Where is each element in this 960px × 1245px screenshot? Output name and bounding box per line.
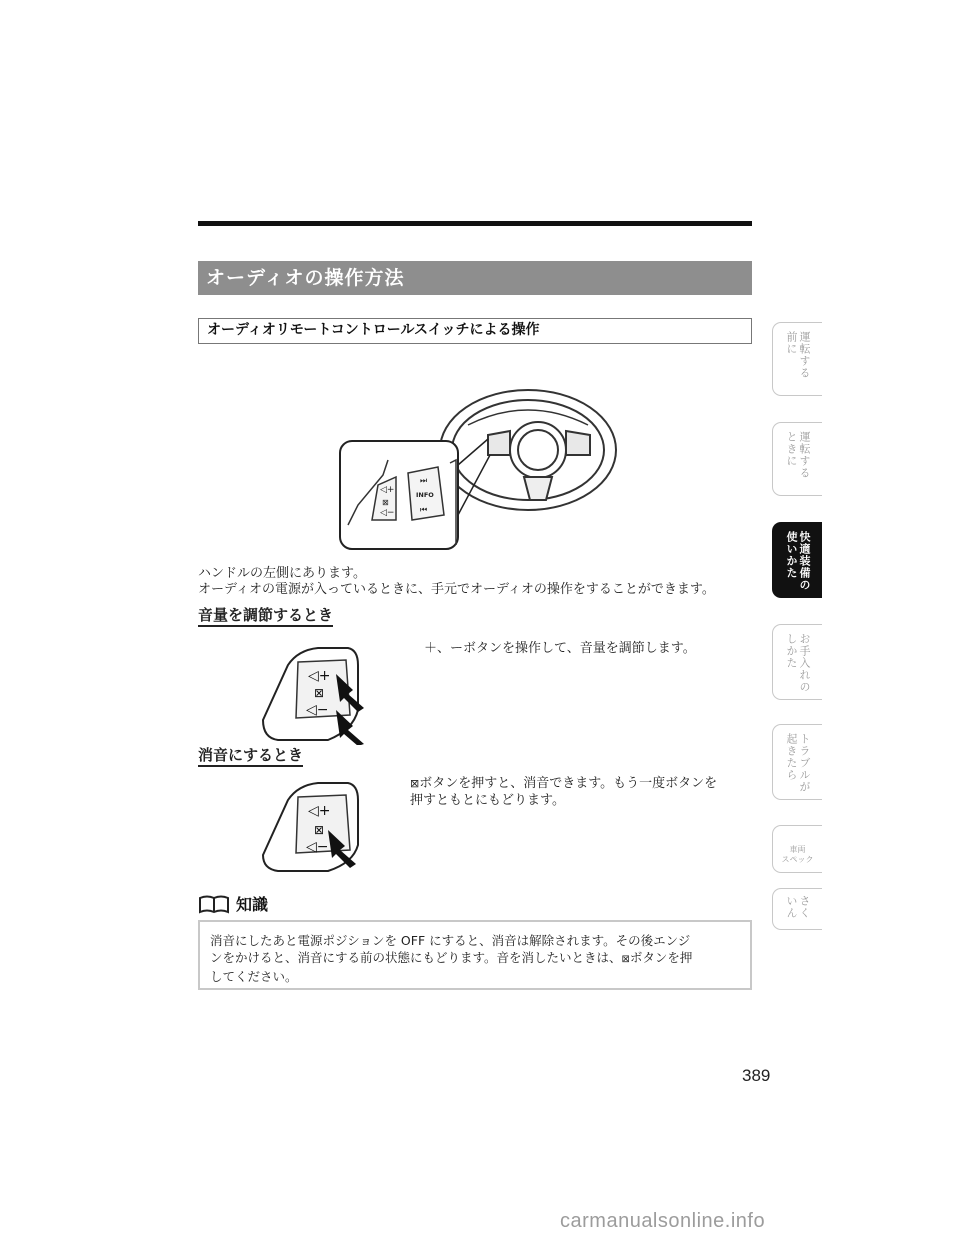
knowledge-line-1: 消音にしたあと電源ポジションを OFF にすると、消音は解除されます。その後エンジ <box>210 933 691 948</box>
mute-description-line-2: 押すともとにもどります。 <box>410 793 565 808</box>
tab-specs[interactable]: 車両 スペック <box>772 825 822 873</box>
section-title: オーディオの操作方法 <box>198 261 752 295</box>
svg-text:◁+: ◁+ <box>308 803 331 819</box>
svg-text:◁+: ◁+ <box>308 668 331 684</box>
knowledge-line-3: してください。 <box>210 969 298 984</box>
mute-icon: ⊠ <box>621 954 630 965</box>
tab-while-driving[interactable]: 運転する ときに <box>772 422 822 496</box>
watermark: carmanualsonline.info <box>560 1210 766 1232</box>
svg-text:◁−: ◁− <box>380 508 395 518</box>
tab-maintenance[interactable]: お手入れの しかた <box>772 624 822 700</box>
tab-trouble[interactable]: トラブルが 起きたら <box>772 724 822 800</box>
knowledge-box <box>198 920 752 990</box>
subsection-title: オーディオリモートコントロールスイッチによる操作 <box>198 318 752 344</box>
mute-icon: ⊠ <box>410 777 420 790</box>
knowledge-title: 知識 <box>236 895 269 914</box>
intro-line-2: オーディオの電源が入っているときに、手元でオーディオの操作をすることができます。 <box>198 582 715 597</box>
mute-heading: 消音にするとき <box>198 746 303 767</box>
svg-text:◁−: ◁− <box>306 839 329 855</box>
steering-wheel-illustration <box>338 355 618 555</box>
page-number: 389 <box>742 1066 771 1085</box>
info-label: INFO <box>416 491 434 499</box>
tab-comfort[interactable]: 快適装備の 使いかた <box>772 522 822 598</box>
knowledge-heading <box>198 892 268 915</box>
svg-text:⊠: ⊠ <box>314 686 325 700</box>
svg-text:⊠: ⊠ <box>314 823 325 837</box>
svg-text:⏮: ⏮ <box>420 505 428 514</box>
svg-text:⏭: ⏭ <box>420 476 428 485</box>
volume-switch-illustration <box>258 640 368 745</box>
svg-text:◁−: ◁− <box>306 702 329 718</box>
svg-text:◁+: ◁+ <box>380 485 395 495</box>
book-icon <box>198 894 230 914</box>
top-rule <box>198 221 752 226</box>
intro-line-1: ハンドルの左側にあります。 <box>198 566 366 581</box>
knowledge-line-2: ンをかけると、消音にする前の状態にもどります。音を消したいときは、⊠ボタンを押 <box>210 950 693 965</box>
mute-switch-illustration <box>258 775 368 875</box>
tab-before-driving[interactable]: 運転する 前に <box>772 322 822 396</box>
volume-description: ＋、ーボタンを操作して、音量を調節します。 <box>424 641 696 656</box>
tab-index[interactable]: さく いん <box>772 888 822 930</box>
volume-heading: 音量を調節するとき <box>198 606 333 627</box>
svg-text:⊠: ⊠ <box>382 498 389 507</box>
mute-description-line-1: ⊠ボタンを押すと、消音できます。もう一度ボタンを <box>410 776 718 791</box>
